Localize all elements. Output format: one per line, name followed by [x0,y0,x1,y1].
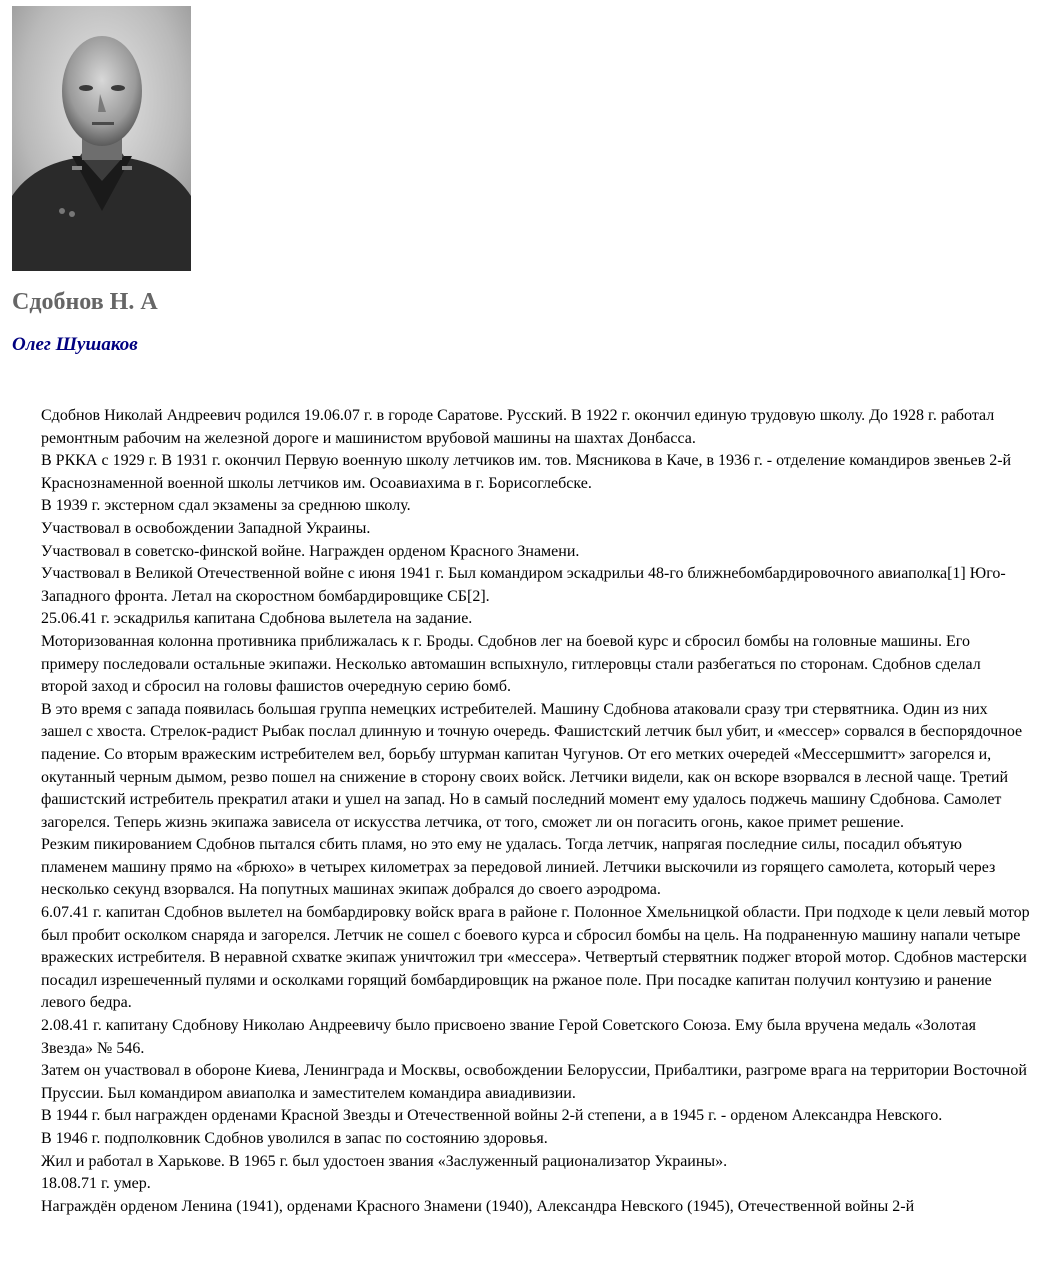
paragraph: Сдобнов Николай Андреевич родился 19.06.07 г. в городе Саратове. Русский. В 1922 г. окончил единую трудовую школу. До 1928 г. работал ремонтным рабочим на железной дороге и машинистом врубовой машины на шахтах Донбасса. [41,407,995,447]
author-link[interactable]: Олег Шушаков [12,334,138,355]
article-body [41,405,1031,1218]
paragraph: В РККА с 1929 г. В 1931 г. окончил Первую военную школу летчиков им. тов. Мясникова в Каче, в 1936 г. - отделение командиров звеньев 2-й Краснознаменной военной школы летчиков им. Осоавиахима в г. Борисоглебске. [41,452,1012,492]
paragraph: Жил и работал в Харькове. В 1965 г. был удостоен звания «Заслуженный рационализатор Украины». [41,1152,728,1170]
paragraph: Участвовал в советско-финской войне. Награжден орденом Красного Знамени. [41,542,580,560]
paragraph: 2.08.41 г. капитану Сдобнову Николаю Андреевичу было присвоено звание Герой Советского Союза. Ему была вручена медаль «Золотая Звезда» № 546. [41,1017,976,1057]
paragraph: Награждён орденом Ленина (1941), орденами Красного Знамени (1940), Александра Невского (1945), Отечественной войны 2-й [41,1197,915,1215]
paragraph: 18.08.71 г. умер. [41,1175,151,1193]
paragraph: 6.07.41 г. капитан Сдобнов вылетел на бомбардировку войск врага в районе г. Полонное Хмельницкой области. При подходе к цели левый мотор был пробит осколком снаряда и загорелся. Летчик не сошел с боевого курса и сбросил бомбы на цель. На подраненную машину напали четыре вражеских истребителя. В неравной схватке экипаж уничтожил три «мессера». Четвертый стервятник поджег второй мотор. Сдобнов мастерски посадил изрешеченный пулями и осколками горящий бомбардировщик на ржаное поле. При посадке капитан получил контузию и ранение левого бедра. [41,904,1030,1012]
page-title: Сдобнов Н. А [12,289,158,315]
paragraph: В 1944 г. был награжден орденами Красной Звезды и Отечественной войны 2-й степени, а в 1945 г. - орденом Александра Невского. [41,1107,943,1125]
paragraph: Моторизованная колонна противника приближалась к г. Броды. Сдобнов лег на боевой курс и сбросил бомбы на головные машины. Его примеру последовали остальные экипажи. Несколько автомашин вспыхнуло, гитлеровцы стали разбегаться по сторонам. Сдобнов сделал второй заход и сбросил на головы фашистов очередную серию бомб. [41,632,981,696]
paragraph: Резким пикированием Сдобнов пытался сбить пламя, но это ему не удалась. Тогда летчик, напрягая последние силы, посадил объятую пламенем машину прямо на «брюхо» в четырех километрах за передовой линией. Летчики выскочили из горящего самолета, который через несколько секунд взорвался. На попутных машинах экипаж добрался до своего аэродрома. [41,836,996,899]
paragraph: Участвовал в освобождении Западной Украины. [41,519,371,537]
paragraph: Участвовал в Великой Отечественной войне с июня 1941 г. Был командиром эскадрильи 48-го ближнебомбардировочного авиаполка[1] Юго-Западного фронта. Летал на скоростном бомбардировщике СБ[2]. [41,565,1006,605]
paragraph: Затем он участвовал в обороне Киева, Ленинграда и Москвы, освобождении Белоруссии, Прибалтики, разгроме врага на территории Восточной Пруссии. Был командиром авиаполка и заместителем командира авиадивизии. [41,1062,1027,1102]
paragraph: В это время с запада появилась большая группа немецких истребителей. Машину Сдобнова атаковали сразу три стервятника. Один из них зашел с хвоста. Стрелок-радист Рыбак послал длинную и точную очередь. Фашистский летчик был убит, и «мессер» сорвался в беспорядочное падение. Со вторым вражеским истребителем вел, борьбу штурман капитан Чугунов. От его метких очередей «Мессершмитт» загорелся и, окутанный черным дымом, резво пошел на снижение в сторону своих войск. Летчики видели, как он вскоре взорвался в лесной чаще. Третий фашистский истребитель прекратил атаки и ушел на запад. Но в самый последний момент ему удалось поджечь машину Сдобнова. Самолет загорелся. Теперь жизнь экипажа зависела от искусства летчика, от того, сможет ли он погасить огонь, какое примет решение. [41,700,1023,831]
portrait-photo [12,6,191,271]
paragraph: В 1939 г. экстерном сдал экзамены за среднюю школу. [41,497,411,515]
paragraph: 25.06.41 г. эскадрилья капитана Сдобнова вылетела на задание. [41,610,473,628]
paragraph: В 1946 г. подполковник Сдобнов уволился в запас по состоянию здоровья. [41,1130,548,1147]
